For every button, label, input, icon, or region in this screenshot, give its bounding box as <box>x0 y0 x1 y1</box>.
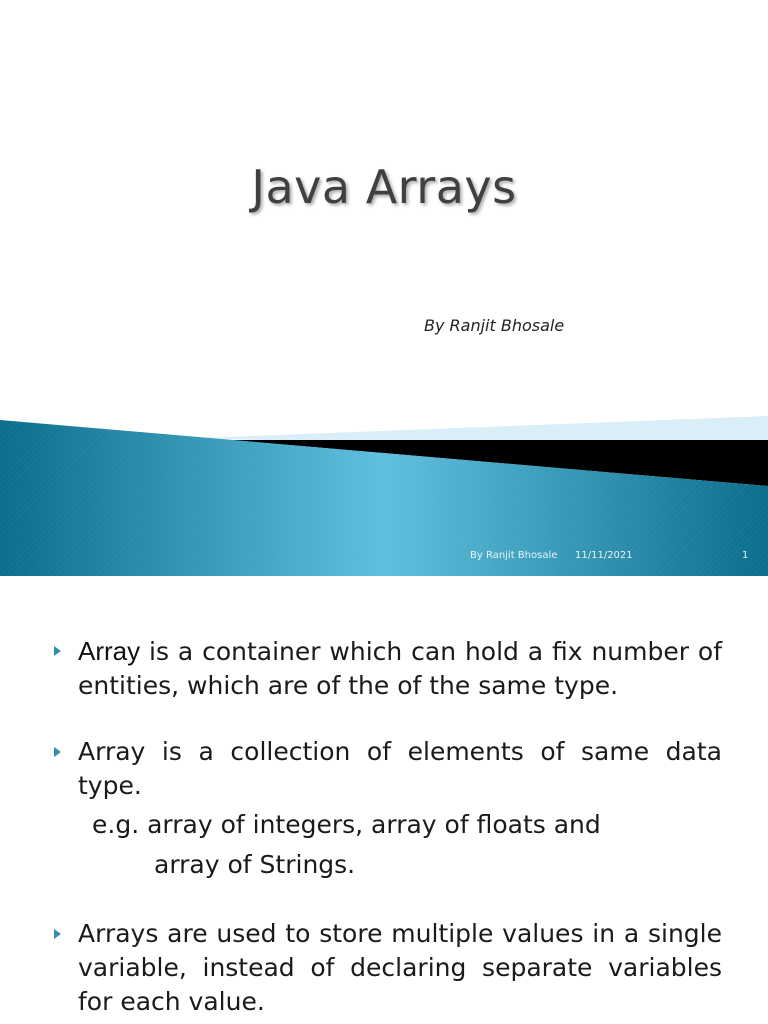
content-slide <box>0 598 768 1024</box>
bullet-text: Array is a collection of elements of same data type. <box>78 737 722 800</box>
bullet-example-line: array of Strings. <box>154 850 356 879</box>
bullet-example-line: e.g. array of integers, array of floats and <box>92 810 601 839</box>
triangle-right-icon <box>54 646 61 656</box>
footer-author: By Ranjit Bhosale <box>470 550 558 561</box>
slide-subtitle: By Ranjit Bhosale <box>424 316 565 335</box>
banner-pale-stripe <box>200 416 768 440</box>
triangle-right-icon <box>54 929 61 939</box>
slide-title: Java Arrays <box>251 160 517 214</box>
decorative-banner <box>0 400 768 576</box>
bullet-list <box>0 634 768 1024</box>
triangle-right-icon <box>54 747 61 757</box>
bullet-item <box>0 735 768 885</box>
bullet-item <box>0 634 768 703</box>
bullet-term: Array <box>78 636 141 666</box>
footer-page-number: 1 <box>742 550 749 561</box>
bullet-text: is a container which can hold a fix number of entities, which are of the of the same type. <box>78 637 722 700</box>
footer-date: 11/11/2021 <box>575 550 633 561</box>
bullet-text: Arrays are used to store multiple values in a single variable, instead of declaring separate variables for each value. <box>78 919 722 1016</box>
bullet-item <box>0 917 768 1019</box>
